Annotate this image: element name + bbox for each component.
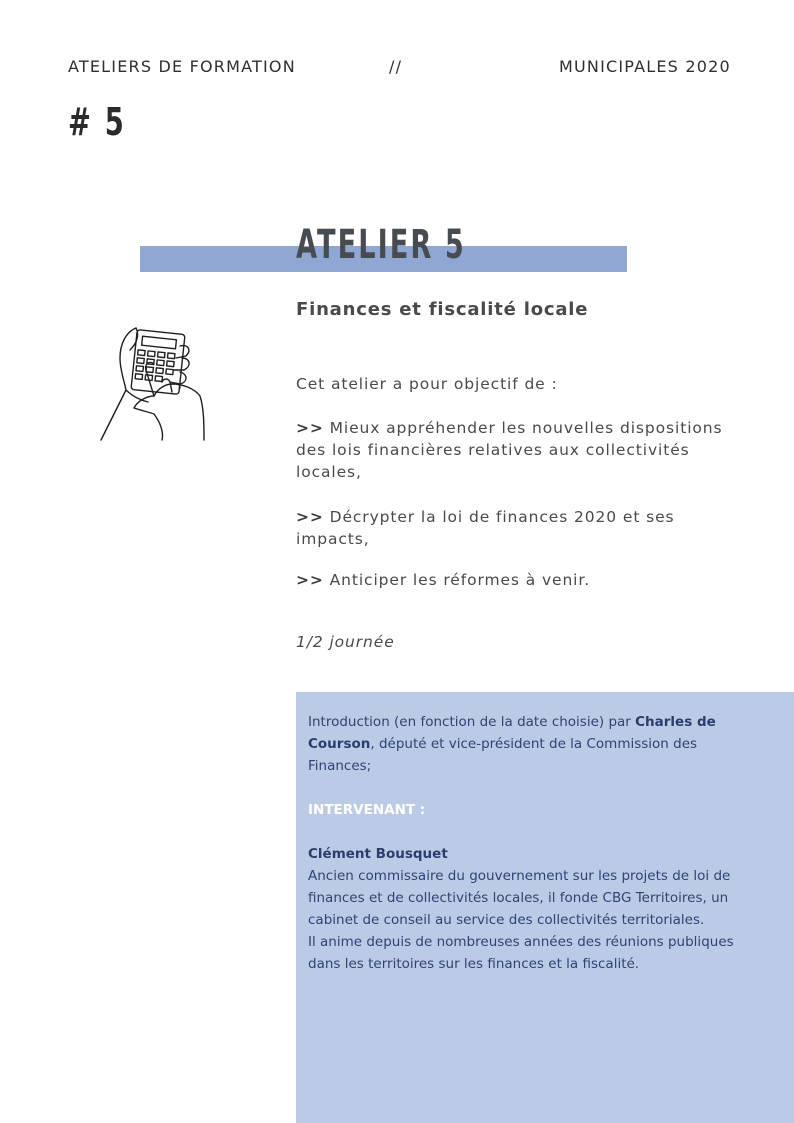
speaker-bio: Ancien commissaire du gouvernement sur les projets de loi de finances et de collectivités locales, il fonde CBG Territoires, un cabinet de conseil au service des collectivités territoriales. <box>308 868 731 928</box>
objective-text: Mieux appréhender les nouvelles dispositions des lois financières relatives aux collectivités locales, <box>296 419 723 481</box>
workshop-subtitle: Finances et fiscalité locale <box>296 299 589 320</box>
objective-text: Décrypter la loi de finances 2020 et ses impacts, <box>296 508 675 548</box>
objective-item <box>296 506 736 550</box>
header-separator: // <box>389 57 403 76</box>
arrow-marker: >> <box>296 508 324 526</box>
objective-item <box>296 417 736 483</box>
arrow-marker: >> <box>296 571 324 589</box>
intro-prefix: Introduction (en fonction de la date choisie) par <box>308 714 636 730</box>
arrow-marker: >> <box>296 419 324 437</box>
header-right: MUNICIPALES 2020 <box>559 57 731 76</box>
speaker-heading: INTERVENANT : <box>308 802 426 818</box>
objective-text: Anticiper les réformes à venir. <box>329 571 591 589</box>
hands-calculator-icon <box>96 322 210 446</box>
duration: 1/2 journée <box>296 633 395 651</box>
objective-item <box>296 569 736 591</box>
speaker-bio-activity: Il anime depuis de nombreuses années des réunions publiques dans les territoires sur les finances et la fiscalité. <box>308 934 734 972</box>
workshop-title: ATELIER 5 <box>296 222 466 268</box>
speaker-block <box>308 843 748 975</box>
workshop-number: # 5 <box>68 100 126 144</box>
objectives-intro: Cet atelier a pour objectif de : <box>296 375 558 393</box>
introduction-text <box>308 711 748 777</box>
speaker-info-box <box>296 692 794 1123</box>
intro-name: Charles de Courson <box>308 714 716 752</box>
speaker-name: Clément Bousquet <box>308 846 448 862</box>
intro-suffix: , député et vice-président de la Commission des Finances; <box>308 736 698 774</box>
header-left: ATELIERS DE FORMATION <box>68 57 296 76</box>
